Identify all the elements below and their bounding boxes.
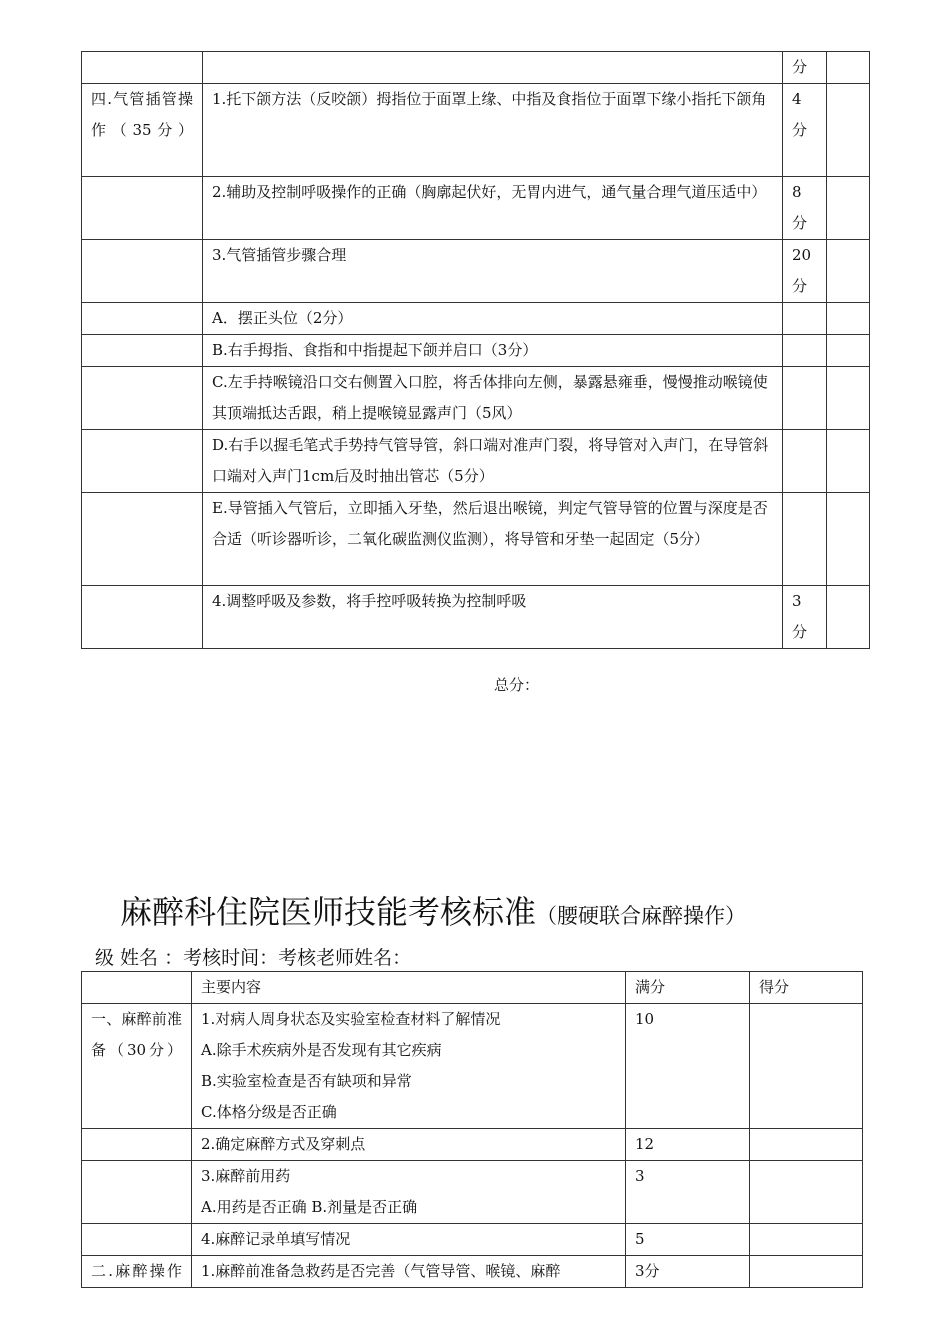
score-cell: 5 bbox=[626, 1224, 750, 1256]
obtained-score-cell bbox=[750, 1129, 863, 1161]
content-cell: 1.麻醉前准备急救药是否完善（气管导管、喉镜、麻醉 bbox=[192, 1256, 626, 1288]
obtained-score-cell bbox=[750, 1256, 863, 1288]
category-cell: 二.麻醉操作 bbox=[82, 1256, 192, 1288]
page-title bbox=[120, 890, 746, 938]
table-row bbox=[82, 303, 870, 335]
obtained-score-cell bbox=[827, 303, 870, 335]
obtained-score-cell bbox=[827, 240, 870, 303]
table-row bbox=[82, 84, 870, 177]
obtained-score-cell bbox=[827, 586, 870, 649]
content-cell: D.右手以握毛笔式手势持气管导管，斜口端对准声门裂，将导管对入声门，在导管斜口端对入声门1cm后及时抽出管芯（5分） bbox=[203, 430, 783, 493]
table-row bbox=[82, 1004, 863, 1129]
table-row bbox=[82, 335, 870, 367]
category-cell bbox=[82, 303, 203, 335]
category-cell bbox=[82, 367, 203, 430]
header-score-cell: 满分 bbox=[626, 972, 750, 1004]
content-cell bbox=[203, 52, 783, 84]
table-row bbox=[82, 52, 870, 84]
score-cell: 3 bbox=[626, 1161, 750, 1224]
table-row bbox=[82, 430, 870, 493]
content-cell: B.右手拇指、食指和中指提起下颌并启口（3分） bbox=[203, 335, 783, 367]
title-subtitle: （腰硬联合麻醉操作） bbox=[536, 904, 747, 928]
content-cell: 1.对病人周身状态及实验室检查材料了解情况 A.除手术疾病外是否发现有其它疾病 B.实验室检查是否有缺项和异常 C.体格分级是否正确 bbox=[192, 1004, 626, 1129]
score-cell: 4 分 bbox=[783, 84, 827, 177]
content-cell: 2.确定麻醉方式及穿刺点 bbox=[192, 1129, 626, 1161]
score-cell bbox=[783, 430, 827, 493]
header-category-cell bbox=[82, 972, 192, 1004]
table-row bbox=[82, 1256, 863, 1288]
score-cell: 3 分 bbox=[783, 586, 827, 649]
header-content-cell: 主要内容 bbox=[192, 972, 626, 1004]
content-cell: 3.麻醉前用药 A.用药是否正确 B.剂量是否正确 bbox=[192, 1161, 626, 1224]
content-cell: 3.气管插管步骤合理 bbox=[203, 240, 783, 303]
header-obtained-cell: 得分 bbox=[750, 972, 863, 1004]
score-cell: 20 分 bbox=[783, 240, 827, 303]
score-cell bbox=[783, 367, 827, 430]
score-cell: 分 bbox=[783, 52, 827, 84]
score-cell bbox=[783, 335, 827, 367]
obtained-score-cell bbox=[750, 1224, 863, 1256]
obtained-score-cell bbox=[750, 1004, 863, 1129]
content-cell: 4.调整呼吸及参数，将手控呼吸转换为控制呼吸 bbox=[203, 586, 783, 649]
category-cell: 一、麻醉前准备（30分） bbox=[82, 1004, 192, 1129]
score-cell: 12 bbox=[626, 1129, 750, 1161]
content-cell: 4.麻醉记录单填写情况 bbox=[192, 1224, 626, 1256]
category-cell bbox=[82, 240, 203, 303]
category-cell bbox=[82, 177, 203, 240]
category-cell bbox=[82, 586, 203, 649]
obtained-score-cell bbox=[827, 177, 870, 240]
table-row bbox=[82, 586, 870, 649]
category-cell bbox=[82, 430, 203, 493]
table-row bbox=[82, 1161, 863, 1224]
category-cell bbox=[82, 52, 203, 84]
content-cell: C.左手持喉镜沿口交右侧置入口腔，将舌体排向左侧，暴露悬雍垂，慢慢推动喉镜使其顶端抵达舌跟，稍上提喉镜显露声门（5风） bbox=[203, 367, 783, 430]
table-row bbox=[82, 493, 870, 586]
obtained-score-cell bbox=[827, 335, 870, 367]
content-cell: 2.辅助及控制呼吸操作的正确（胸廓起伏好，无胃内进气，通气量合理气道压适中） bbox=[203, 177, 783, 240]
content-cell: A．摆正头位（2分） bbox=[203, 303, 783, 335]
category-cell bbox=[82, 1161, 192, 1224]
category-cell bbox=[82, 1129, 192, 1161]
score-cell bbox=[783, 493, 827, 586]
category-cell bbox=[82, 1224, 192, 1256]
content-cell: 1.托下颌方法（反咬颌）拇指位于面罩上缘、中指及食指位于面罩下缘小指托下颌角 bbox=[203, 84, 783, 177]
scoring-table-spinal-epidural bbox=[81, 971, 863, 1288]
obtained-score-cell bbox=[827, 430, 870, 493]
category-cell: 四.气管插管操作（35分） bbox=[82, 84, 203, 177]
scoring-table-intubation bbox=[81, 51, 870, 649]
score-cell: 3分 bbox=[626, 1256, 750, 1288]
category-cell bbox=[82, 335, 203, 367]
total-score-label: 总分： bbox=[494, 676, 540, 694]
content-cell: E.导管插入气管后，立即插入牙垫，然后退出喉镜，判定气管导管的位置与深度是否合适（听诊器听诊，二氧化碳监测仪监测），将导管和牙垫一起固定（5分） bbox=[203, 493, 783, 586]
table-row bbox=[82, 240, 870, 303]
examinee-info-line: 级 姓名 ：考核时间：考核老师姓名： bbox=[95, 947, 412, 969]
table-header-row bbox=[82, 972, 863, 1004]
table-row bbox=[82, 177, 870, 240]
score-cell bbox=[783, 303, 827, 335]
title-main: 麻醉科住院医师技能考核标准 bbox=[120, 893, 537, 931]
obtained-score-cell bbox=[827, 84, 870, 177]
obtained-score-cell bbox=[750, 1161, 863, 1224]
obtained-score-cell bbox=[827, 493, 870, 586]
score-cell: 8 分 bbox=[783, 177, 827, 240]
table-row bbox=[82, 1129, 863, 1161]
category-cell bbox=[82, 493, 203, 586]
obtained-score-cell bbox=[827, 52, 870, 84]
score-cell: 10 bbox=[626, 1004, 750, 1129]
table-row bbox=[82, 1224, 863, 1256]
obtained-score-cell bbox=[827, 367, 870, 430]
table-row bbox=[82, 367, 870, 430]
